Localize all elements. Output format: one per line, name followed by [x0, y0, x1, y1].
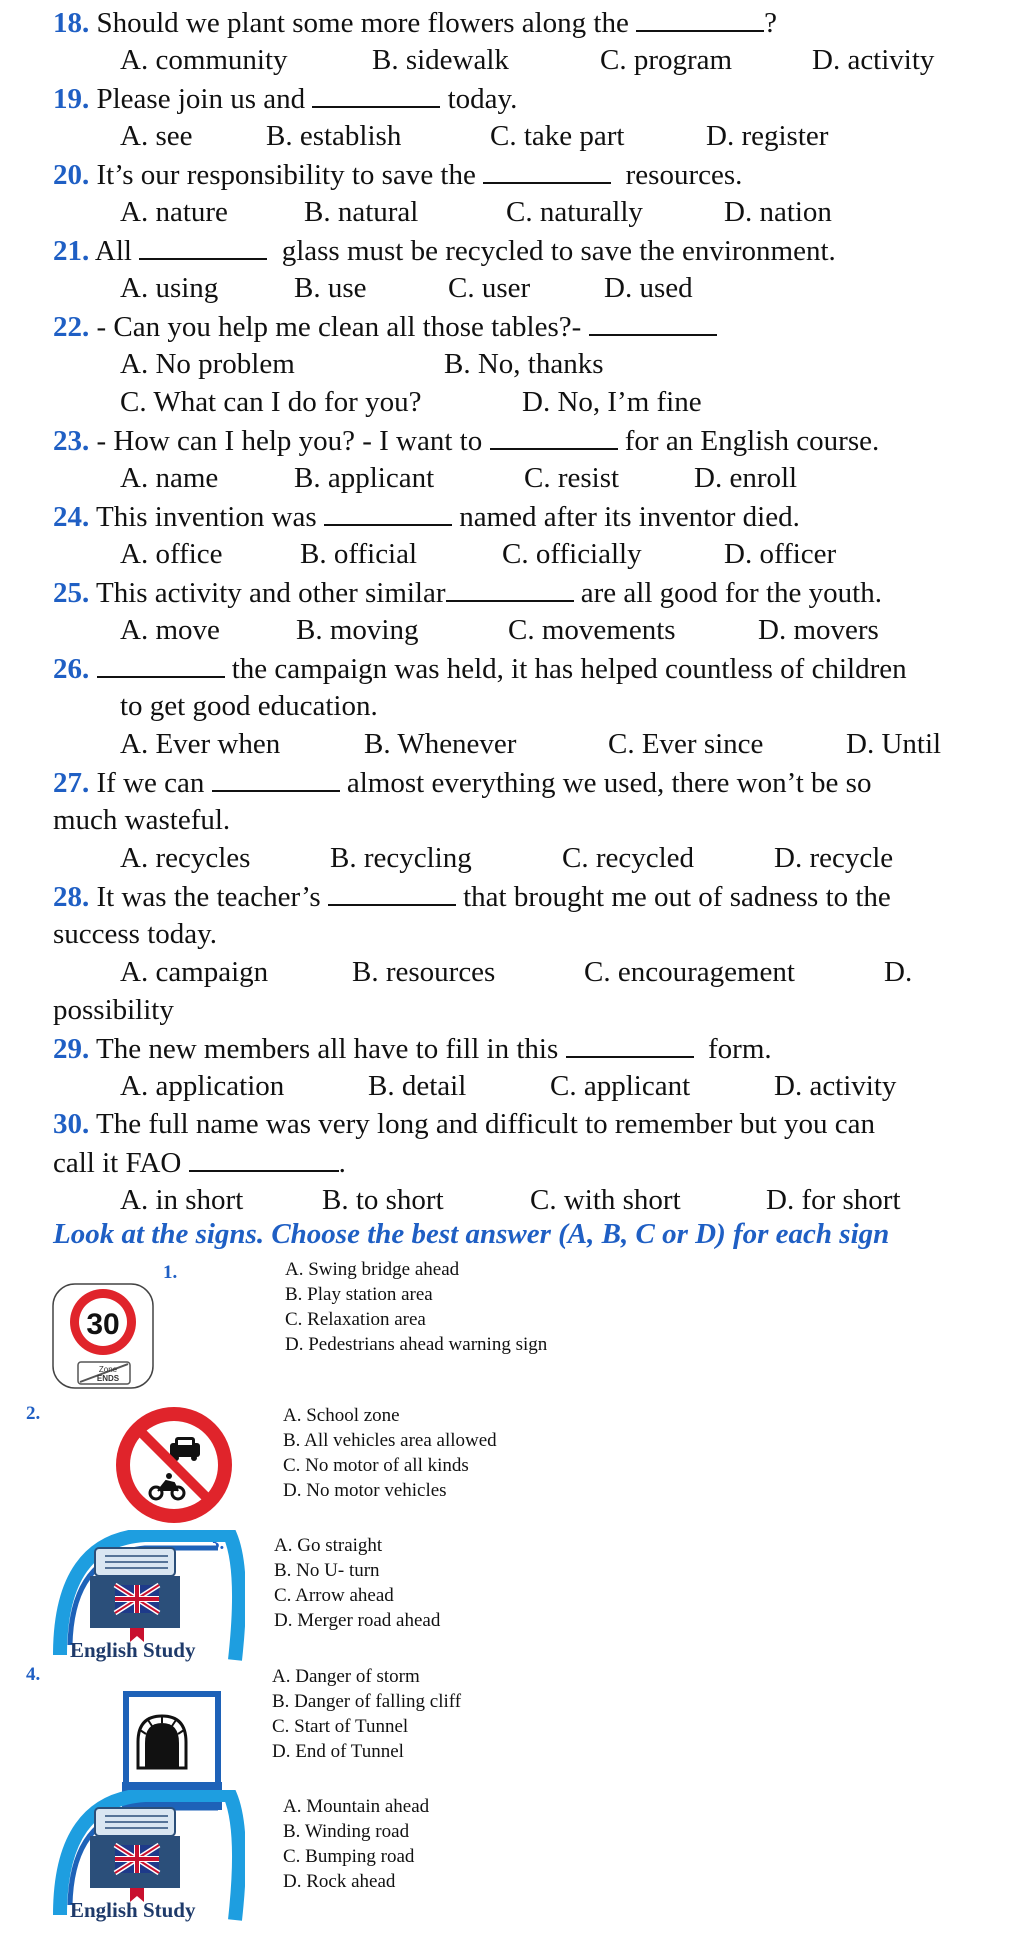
- option[interactable]: A. Danger of storm: [272, 1666, 420, 1687]
- option[interactable]: B. Whenever: [364, 728, 517, 760]
- option[interactable]: A. move: [120, 614, 220, 646]
- question-text: glass must be recycled to save the environment.: [281, 235, 836, 267]
- english-study-logo-image: [50, 1530, 245, 1670]
- option[interactable]: D. movers: [758, 614, 879, 646]
- option[interactable]: A. community: [120, 44, 288, 76]
- question-21: [53, 232, 836, 269]
- question-number: 25.: [53, 577, 90, 609]
- option[interactable]: C. with short: [530, 1184, 681, 1216]
- answer-blank: [328, 878, 456, 906]
- option[interactable]: D. activity: [774, 1070, 897, 1102]
- question-number: 26.: [53, 653, 90, 685]
- option[interactable]: D. No motor vehicles: [283, 1480, 447, 1501]
- question-20: [53, 156, 742, 193]
- answer-blank: [589, 308, 717, 336]
- question-continuation: to get good education.: [120, 690, 378, 722]
- option[interactable]: D. recycle: [774, 842, 894, 874]
- answer-blank: [636, 4, 764, 32]
- option[interactable]: D. Merger road ahead: [274, 1610, 441, 1631]
- answer-blank: [446, 574, 574, 602]
- question-text: - How can I help you? - I want to: [96, 425, 483, 457]
- option[interactable]: C. program: [600, 44, 733, 76]
- option[interactable]: A. nature: [120, 196, 228, 228]
- option[interactable]: A. No problem: [120, 348, 295, 380]
- question-text: This invention was: [95, 501, 317, 533]
- option[interactable]: C. movements: [508, 614, 676, 646]
- option[interactable]: C. officially: [502, 538, 642, 570]
- answer-blank: [212, 764, 340, 792]
- option[interactable]: C. Start of Tunnel: [272, 1716, 409, 1737]
- question-25: [53, 574, 882, 611]
- question-number: 27.: [53, 767, 90, 799]
- option[interactable]: B. Danger of falling cliff: [272, 1691, 462, 1712]
- uk-flag-icon: [115, 1585, 159, 1613]
- option[interactable]: D. Pedestrians ahead warning sign: [285, 1334, 548, 1355]
- option[interactable]: B. All vehicles area allowed: [283, 1430, 497, 1451]
- uk-flag-icon: [115, 1845, 159, 1873]
- question-24: [53, 498, 800, 535]
- english-study-logo-image: [50, 1790, 245, 1930]
- option[interactable]: A. Ever when: [120, 728, 281, 760]
- option[interactable]: D. Rock ahead: [283, 1871, 396, 1892]
- option[interactable]: A. name: [120, 462, 219, 494]
- question-text: It was the teacher’s: [96, 881, 321, 913]
- answer-blank: [312, 80, 440, 108]
- option[interactable]: B. sidewalk: [372, 44, 509, 76]
- option[interactable]: D. used: [604, 272, 693, 304]
- question-text: Please join us and: [96, 83, 306, 115]
- question-text: Should we plant some more flowers along the: [96, 7, 629, 39]
- question-number: 21.: [53, 235, 90, 267]
- option[interactable]: B. establish: [266, 120, 402, 152]
- question-text: All: [94, 235, 132, 267]
- option[interactable]: C. Ever since: [608, 728, 764, 760]
- option[interactable]: D. No, I’m fine: [522, 386, 702, 418]
- question-text: call it FAO: [53, 1147, 182, 1179]
- question-text: resources.: [625, 159, 743, 191]
- option[interactable]: B. applicant: [294, 462, 435, 494]
- option[interactable]: D. End of Tunnel: [272, 1741, 404, 1762]
- option[interactable]: A. Swing bridge ahead: [285, 1259, 460, 1280]
- sign-number: 1.: [163, 1262, 178, 1283]
- question-number: 30.: [53, 1108, 90, 1140]
- question-text: - Can you help me clean all those tables?-: [96, 311, 582, 343]
- question-continuation: success today.: [53, 918, 218, 950]
- question-text: are all good for the youth.: [580, 577, 882, 609]
- question-text: The full name was very long and difficult to remember but you can: [95, 1108, 875, 1140]
- question-23: [53, 422, 879, 459]
- option[interactable]: B. moving: [296, 614, 419, 646]
- option[interactable]: C. user: [448, 272, 531, 304]
- option[interactable]: C. Relaxation area: [285, 1309, 426, 1330]
- question-continuation: much wasteful.: [53, 804, 231, 836]
- option[interactable]: B. No U- turn: [274, 1560, 380, 1581]
- no-motor-vehicles-sign-image: [114, 1405, 234, 1525]
- question-number: 18.: [53, 7, 90, 39]
- option[interactable]: C. Bumping road: [283, 1846, 415, 1867]
- question-text: This activity and other similar: [95, 577, 446, 609]
- option[interactable]: A. office: [120, 538, 223, 570]
- answer-blank: [189, 1144, 339, 1172]
- question-number: 20.: [53, 159, 90, 191]
- option[interactable]: D. activity: [812, 44, 935, 76]
- question-29: [53, 1030, 772, 1067]
- option[interactable]: A. recycles: [120, 842, 251, 874]
- answer-blank: [97, 650, 225, 678]
- option[interactable]: C. No motor of all kinds: [283, 1455, 469, 1476]
- question-number: 22.: [53, 311, 90, 343]
- option-continuation[interactable]: possibility: [53, 994, 174, 1026]
- sign-number: 2.: [26, 1403, 41, 1424]
- option[interactable]: D. Until: [846, 728, 942, 760]
- question-text: today.: [447, 83, 518, 115]
- answer-blank: [490, 422, 618, 450]
- question-30: [53, 1106, 875, 1142]
- option[interactable]: C. recycled: [562, 842, 695, 874]
- option[interactable]: B. natural: [304, 196, 419, 228]
- option[interactable]: A. School zone: [283, 1405, 400, 1426]
- option[interactable]: A. see: [120, 120, 193, 152]
- question-22: [53, 308, 717, 345]
- question-continuation: [53, 1144, 346, 1181]
- question-text: almost everything we used, there won’t be so: [346, 767, 872, 799]
- tunnel-icon: [138, 1716, 186, 1768]
- question-text: If we can: [96, 767, 205, 799]
- option[interactable]: D. register: [706, 120, 829, 152]
- question-number: 28.: [53, 881, 90, 913]
- question-text: ?: [764, 7, 777, 39]
- option[interactable]: A. using: [120, 272, 219, 304]
- option[interactable]: A. application: [120, 1070, 285, 1102]
- question-text: the campaign was held, it has helped countless of children: [231, 653, 907, 685]
- option[interactable]: D. officer: [724, 538, 837, 570]
- option[interactable]: B. resources: [352, 956, 496, 988]
- answer-blank: [324, 498, 452, 526]
- ends-label: ENDS: [96, 1374, 120, 1383]
- answer-blank: [483, 156, 611, 184]
- option[interactable]: C. resist: [524, 462, 620, 494]
- question-18: [53, 4, 777, 41]
- option[interactable]: A. in short: [120, 1184, 244, 1216]
- option[interactable]: C. applicant: [550, 1070, 691, 1102]
- question-text: .: [338, 1147, 346, 1179]
- option[interactable]: C. Arrow ahead: [274, 1585, 394, 1606]
- option[interactable]: A. Mountain ahead: [283, 1796, 430, 1817]
- question-text: that brought me out of sadness to the: [463, 881, 891, 913]
- option[interactable]: D. for short: [766, 1184, 901, 1216]
- option[interactable]: D. nation: [724, 196, 832, 228]
- question-28: [53, 878, 891, 915]
- option[interactable]: B. detail: [368, 1070, 467, 1102]
- option[interactable]: B. use: [294, 272, 367, 304]
- question-text: named after its inventor died.: [459, 501, 800, 533]
- question-19: [53, 80, 517, 117]
- question-number: 29.: [53, 1033, 90, 1065]
- answer-blank: [139, 232, 267, 260]
- question-text: It’s our responsibility to save the: [96, 159, 476, 191]
- question-text: The new members all have to fill in this: [95, 1033, 559, 1065]
- logo-text: English Study: [70, 1638, 196, 1662]
- option[interactable]: A. Go straight: [274, 1535, 383, 1556]
- speed-limit-number: 30: [86, 1308, 120, 1341]
- question-text: form.: [708, 1033, 772, 1065]
- option[interactable]: B. Winding road: [283, 1821, 410, 1842]
- zone-30-ends-sign-image: [50, 1282, 210, 1392]
- option[interactable]: C. take part: [490, 120, 625, 152]
- question-number: 19.: [53, 83, 90, 115]
- question-26: [53, 650, 907, 687]
- option[interactable]: D. enroll: [694, 462, 798, 494]
- question-27: [53, 764, 871, 801]
- sign-number: 3.: [210, 1533, 225, 1554]
- option[interactable]: B. recycling: [330, 842, 472, 874]
- option[interactable]: B. Play station area: [285, 1284, 433, 1305]
- option[interactable]: B. to short: [322, 1184, 444, 1216]
- zone-label: Zone: [98, 1365, 118, 1374]
- answer-blank: [566, 1030, 694, 1058]
- question-number: 24.: [53, 501, 90, 533]
- option[interactable]: C. What can I do for you?: [120, 386, 422, 418]
- sign-number: 4.: [26, 1664, 41, 1685]
- question-number: 23.: [53, 425, 90, 457]
- option[interactable]: B. No, thanks: [444, 348, 604, 380]
- section-title: Look at the signs. Choose the best answer (A, B, C or D) for each sign: [53, 1218, 890, 1250]
- option[interactable]: C. encouragement: [584, 956, 795, 988]
- option[interactable]: B. official: [300, 538, 418, 570]
- option[interactable]: D.: [884, 956, 913, 988]
- logo-text: English Study: [70, 1898, 196, 1922]
- question-text: for an English course.: [624, 425, 880, 457]
- option[interactable]: A. campaign: [120, 956, 269, 988]
- option[interactable]: C. naturally: [506, 196, 643, 228]
